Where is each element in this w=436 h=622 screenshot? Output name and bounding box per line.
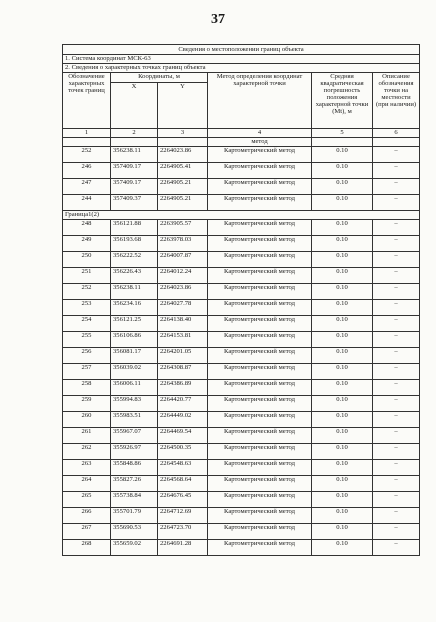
border-label: Граница1(2) [63, 211, 420, 220]
method-cell: Картометрический метод [208, 236, 312, 252]
accuracy-cell: 0.10 [312, 316, 373, 332]
table-row [63, 364, 420, 380]
point-number: 255 [63, 332, 111, 348]
description-cell: – [373, 316, 420, 332]
y-coordinate: 2264023.86 [158, 147, 208, 163]
description-cell: – [373, 236, 420, 252]
x-coordinate: 355983.51 [111, 412, 158, 428]
description-cell: – [373, 179, 420, 195]
x-coordinate: 355994.83 [111, 396, 158, 412]
table-row [63, 300, 420, 316]
y-coordinate: 2264027.78 [158, 300, 208, 316]
description-cell: – [373, 348, 420, 364]
accuracy-cell: 0.10 [312, 476, 373, 492]
page-number: 37 [211, 12, 225, 27]
x-coordinate: 357409.17 [111, 163, 158, 179]
point-number: 267 [63, 524, 111, 540]
continuation-row [63, 138, 420, 147]
x-coordinate: 356039.02 [111, 364, 158, 380]
y-coordinate: 2264023.86 [158, 284, 208, 300]
column-number: 1 [63, 129, 111, 138]
y-coordinate: 2264905.41 [158, 163, 208, 179]
description-cell: – [373, 508, 420, 524]
accuracy-cell: 0.10 [312, 460, 373, 476]
point-number: 264 [63, 476, 111, 492]
description-cell: – [373, 380, 420, 396]
x-coordinate: 357409.17 [111, 179, 158, 195]
table-row [63, 252, 420, 268]
method-cell: Картометрический метод [208, 332, 312, 348]
table-row [63, 428, 420, 444]
point-number: 259 [63, 396, 111, 412]
y-coordinate: 2264500.35 [158, 444, 208, 460]
point-number: 254 [63, 316, 111, 332]
point-number: 253 [63, 300, 111, 316]
accuracy-cell: 0.10 [312, 332, 373, 348]
table-row [63, 316, 420, 332]
table-row [63, 396, 420, 412]
x-coordinate: 355690.53 [111, 524, 158, 540]
x-coordinate: 356238.11 [111, 147, 158, 163]
method-cell: Картометрический метод [208, 540, 312, 556]
y-coordinate: 2264723.70 [158, 524, 208, 540]
method-cell: Картометрический метод [208, 268, 312, 284]
x-coordinate: 356106.86 [111, 332, 158, 348]
accuracy-cell: 0.10 [312, 348, 373, 364]
method-cell: Картометрический метод [208, 380, 312, 396]
table-row [63, 508, 420, 524]
y-coordinate: 2264420.77 [158, 396, 208, 412]
accuracy-cell: 0.10 [312, 163, 373, 179]
accuracy-cell: 0.10 [312, 300, 373, 316]
method-cell: Картометрический метод [208, 284, 312, 300]
method-cell: Картометрический метод [208, 508, 312, 524]
table-row [63, 163, 420, 179]
y-coordinate: 2264308.87 [158, 364, 208, 380]
accuracy-cell: 0.10 [312, 444, 373, 460]
x-coordinate: 356238.11 [111, 284, 158, 300]
column-number: 2 [111, 129, 158, 138]
table-row [63, 195, 420, 211]
table-row [63, 492, 420, 508]
point-number: 261 [63, 428, 111, 444]
method-cell: Картометрический метод [208, 195, 312, 211]
description-cell: – [373, 492, 420, 508]
x-coordinate: 356006.11 [111, 380, 158, 396]
y-coordinate: 2264012.24 [158, 268, 208, 284]
method-cell: Картометрический метод [208, 220, 312, 236]
accuracy-cell: 0.10 [312, 179, 373, 195]
table-row [63, 284, 420, 300]
y-coordinate: 2264386.89 [158, 380, 208, 396]
accuracy-cell: 0.10 [312, 147, 373, 163]
x-coordinate: 355848.86 [111, 460, 158, 476]
table-title: Сведения о местоположении границ объекта [63, 45, 420, 55]
point-number: 262 [63, 444, 111, 460]
accuracy-cell: 0.10 [312, 268, 373, 284]
accuracy-cell: 0.10 [312, 236, 373, 252]
method-cell: Картометрический метод [208, 316, 312, 332]
description-cell: – [373, 252, 420, 268]
x-coordinate: 355827.26 [111, 476, 158, 492]
table-row [63, 220, 420, 236]
accuracy-cell: 0.10 [312, 428, 373, 444]
description-cell: – [373, 476, 420, 492]
header-y: Y [158, 83, 208, 129]
y-coordinate: 2264138.40 [158, 316, 208, 332]
section-points: 2. Сведения о характерных точках границ объекта [63, 64, 420, 73]
table-row [63, 476, 420, 492]
description-cell: – [373, 284, 420, 300]
table-row [63, 179, 420, 195]
table-row [63, 524, 420, 540]
point-number: 265 [63, 492, 111, 508]
x-coordinate: 355926.97 [111, 444, 158, 460]
x-coordinate: 355967.07 [111, 428, 158, 444]
method-cell: Картометрический метод [208, 348, 312, 364]
continuation-method: метод [208, 138, 312, 147]
x-coordinate: 356234.16 [111, 300, 158, 316]
coordinates-table [62, 44, 420, 556]
column-number: 6 [373, 129, 420, 138]
point-number: 266 [63, 508, 111, 524]
description-cell: – [373, 524, 420, 540]
header-x: X [111, 83, 158, 129]
point-number: 249 [63, 236, 111, 252]
description-cell: – [373, 163, 420, 179]
y-coordinate: 2264007.87 [158, 252, 208, 268]
method-cell: Картометрический метод [208, 444, 312, 460]
point-number: 246 [63, 163, 111, 179]
table-row [63, 540, 420, 556]
description-cell: – [373, 195, 420, 211]
method-cell: Картометрический метод [208, 147, 312, 163]
description-cell: – [373, 268, 420, 284]
table-row [63, 236, 420, 252]
accuracy-cell: 0.10 [312, 492, 373, 508]
x-coordinate: 356222.52 [111, 252, 158, 268]
table-row [63, 147, 420, 163]
accuracy-cell: 0.10 [312, 396, 373, 412]
method-cell: Картометрический метод [208, 163, 312, 179]
accuracy-cell: 0.10 [312, 508, 373, 524]
x-coordinate: 356226.43 [111, 268, 158, 284]
accuracy-cell: 0.10 [312, 380, 373, 396]
table-row [63, 380, 420, 396]
x-coordinate: 355701.79 [111, 508, 158, 524]
table-row [63, 460, 420, 476]
description-cell: – [373, 540, 420, 556]
description-cell: – [373, 332, 420, 348]
column-number: 5 [312, 129, 373, 138]
description-cell: – [373, 444, 420, 460]
point-number: 256 [63, 348, 111, 364]
description-cell: – [373, 364, 420, 380]
table-row [63, 444, 420, 460]
point-number: 250 [63, 252, 111, 268]
accuracy-cell: 0.10 [312, 524, 373, 540]
method-cell: Картометрический метод [208, 300, 312, 316]
description-cell: – [373, 147, 420, 163]
table-row [63, 268, 420, 284]
method-cell: Картометрический метод [208, 364, 312, 380]
point-number: 258 [63, 380, 111, 396]
accuracy-cell: 0.10 [312, 252, 373, 268]
x-coordinate: 355738.84 [111, 492, 158, 508]
accuracy-cell: 0.10 [312, 284, 373, 300]
x-coordinate: 356121.25 [111, 316, 158, 332]
point-number: 257 [63, 364, 111, 380]
description-cell: – [373, 300, 420, 316]
accuracy-cell: 0.10 [312, 364, 373, 380]
method-cell: Картометрический метод [208, 412, 312, 428]
method-cell: Картометрический метод [208, 396, 312, 412]
y-coordinate: 2264449.02 [158, 412, 208, 428]
column-number: 4 [208, 129, 312, 138]
x-coordinate: 357409.37 [111, 195, 158, 211]
header-point-designation: Обозначение характерных точек границ [63, 73, 111, 129]
header-accuracy: Средняя квадратическая погрешность положения характерной точки (Mt), м [312, 73, 373, 129]
x-coordinate: 356081.17 [111, 348, 158, 364]
method-cell: Картометрический метод [208, 492, 312, 508]
section-coordinate-system: 1. Система координат МСК-63 [63, 55, 420, 64]
method-cell: Картометрический метод [208, 428, 312, 444]
y-coordinate: 2264469.54 [158, 428, 208, 444]
y-coordinate: 2264548.63 [158, 460, 208, 476]
header-description: Описание обозначения точки на местности (при наличии) [373, 73, 420, 129]
point-number: 248 [63, 220, 111, 236]
table-row [63, 332, 420, 348]
accuracy-cell: 0.10 [312, 220, 373, 236]
x-coordinate: 355659.02 [111, 540, 158, 556]
description-cell: – [373, 460, 420, 476]
method-cell: Картометрический метод [208, 524, 312, 540]
y-coordinate: 2264905.21 [158, 195, 208, 211]
y-coordinate: 2264712.69 [158, 508, 208, 524]
point-number: 251 [63, 268, 111, 284]
x-coordinate: 356121.88 [111, 220, 158, 236]
point-number: 244 [63, 195, 111, 211]
point-number: 263 [63, 460, 111, 476]
header-method: Метод определения координат характерной точки [208, 73, 312, 129]
y-coordinate: 2264153.81 [158, 332, 208, 348]
header-coordinates: Координаты, м [111, 73, 208, 83]
y-coordinate: 2264691.28 [158, 540, 208, 556]
x-coordinate: 356193.68 [111, 236, 158, 252]
accuracy-cell: 0.10 [312, 195, 373, 211]
method-cell: Картометрический метод [208, 179, 312, 195]
point-number: 252 [63, 147, 111, 163]
method-cell: Картометрический метод [208, 476, 312, 492]
accuracy-cell: 0.10 [312, 540, 373, 556]
accuracy-cell: 0.10 [312, 412, 373, 428]
point-number: 252 [63, 284, 111, 300]
coordinates-document [62, 44, 419, 556]
description-cell: – [373, 412, 420, 428]
description-cell: – [373, 220, 420, 236]
table-row [63, 348, 420, 364]
table-row [63, 412, 420, 428]
point-number: 268 [63, 540, 111, 556]
y-coordinate: 2263905.57 [158, 220, 208, 236]
column-number: 3 [158, 129, 208, 138]
y-coordinate: 2264676.45 [158, 492, 208, 508]
method-cell: Картометрический метод [208, 460, 312, 476]
y-coordinate: 2264568.64 [158, 476, 208, 492]
y-coordinate: 2264201.05 [158, 348, 208, 364]
description-cell: – [373, 428, 420, 444]
y-coordinate: 2263978.03 [158, 236, 208, 252]
method-cell: Картометрический метод [208, 252, 312, 268]
y-coordinate: 2264905.21 [158, 179, 208, 195]
description-cell: – [373, 396, 420, 412]
point-number: 260 [63, 412, 111, 428]
point-number: 247 [63, 179, 111, 195]
